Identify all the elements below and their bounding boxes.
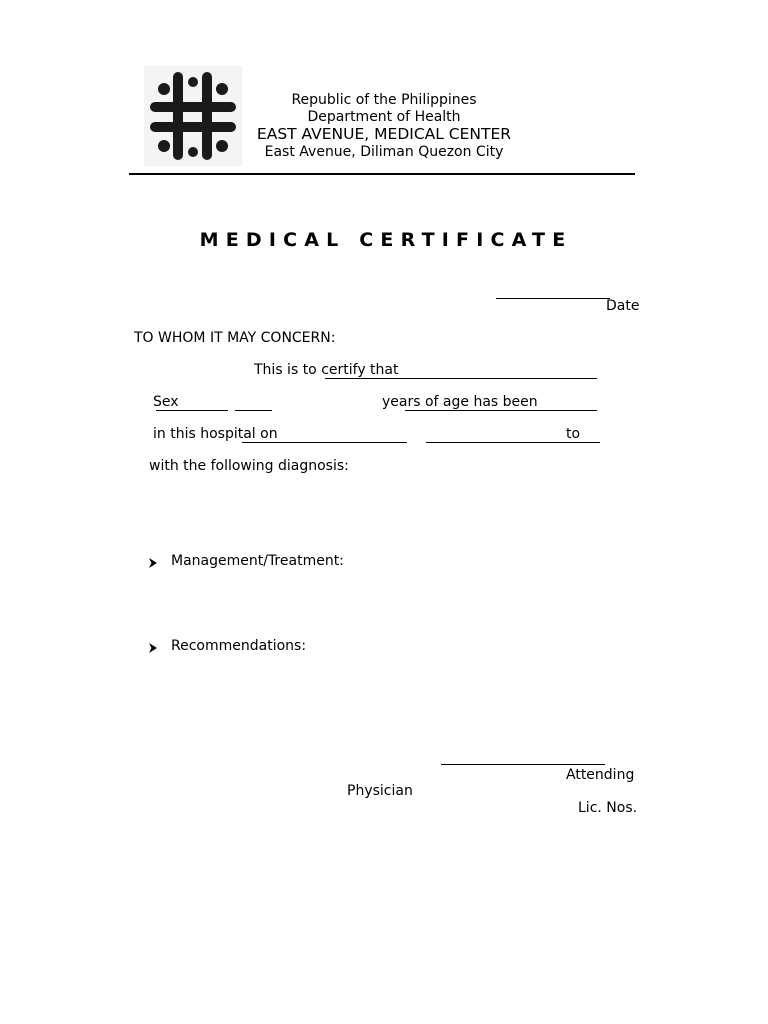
physician-label: Physician (347, 783, 413, 799)
letterhead-hospital-name: EAST AVENUE, MEDICAL CENTER (256, 125, 512, 143)
page-title: MEDICAL CERTIFICATE (199, 229, 573, 251)
letterhead-republic: Republic of the Philippines (291, 92, 477, 108)
certify-text: This is to certify that (254, 362, 399, 378)
sex-label: Sex (153, 394, 179, 410)
years-label: years of age has been (382, 394, 538, 410)
letterhead-department: Department of Health (307, 109, 461, 125)
management-label: Management/Treatment: (171, 553, 344, 569)
license-label: Lic. Nos. (578, 800, 638, 816)
date-label: Date (606, 298, 640, 314)
hospital-logo (144, 66, 242, 166)
letterhead-divider (129, 173, 635, 175)
cross-hands-logo-icon (144, 66, 242, 166)
sex-blank-line (156, 410, 228, 411)
salutation: TO WHOM IT MAY CONCERN: (134, 330, 336, 346)
to-label: to (566, 426, 581, 442)
date-blank-line (496, 298, 610, 299)
recommendations-label: Recommendations: (171, 638, 307, 654)
from-date-line (242, 442, 407, 443)
letterhead-address: East Avenue, Diliman Quezon City (264, 144, 504, 160)
years-blank-line (405, 410, 597, 411)
diagnosis-label: with the following diagnosis: (149, 458, 349, 474)
patient-name-line (325, 378, 597, 379)
attending-label: Attending (566, 767, 635, 783)
age-blank-line (235, 410, 272, 411)
arrow-bullet-icon (147, 557, 159, 569)
arrow-bullet-icon (147, 642, 159, 654)
signature-line (441, 764, 605, 765)
hospital-label: in this hospital on (153, 426, 278, 442)
